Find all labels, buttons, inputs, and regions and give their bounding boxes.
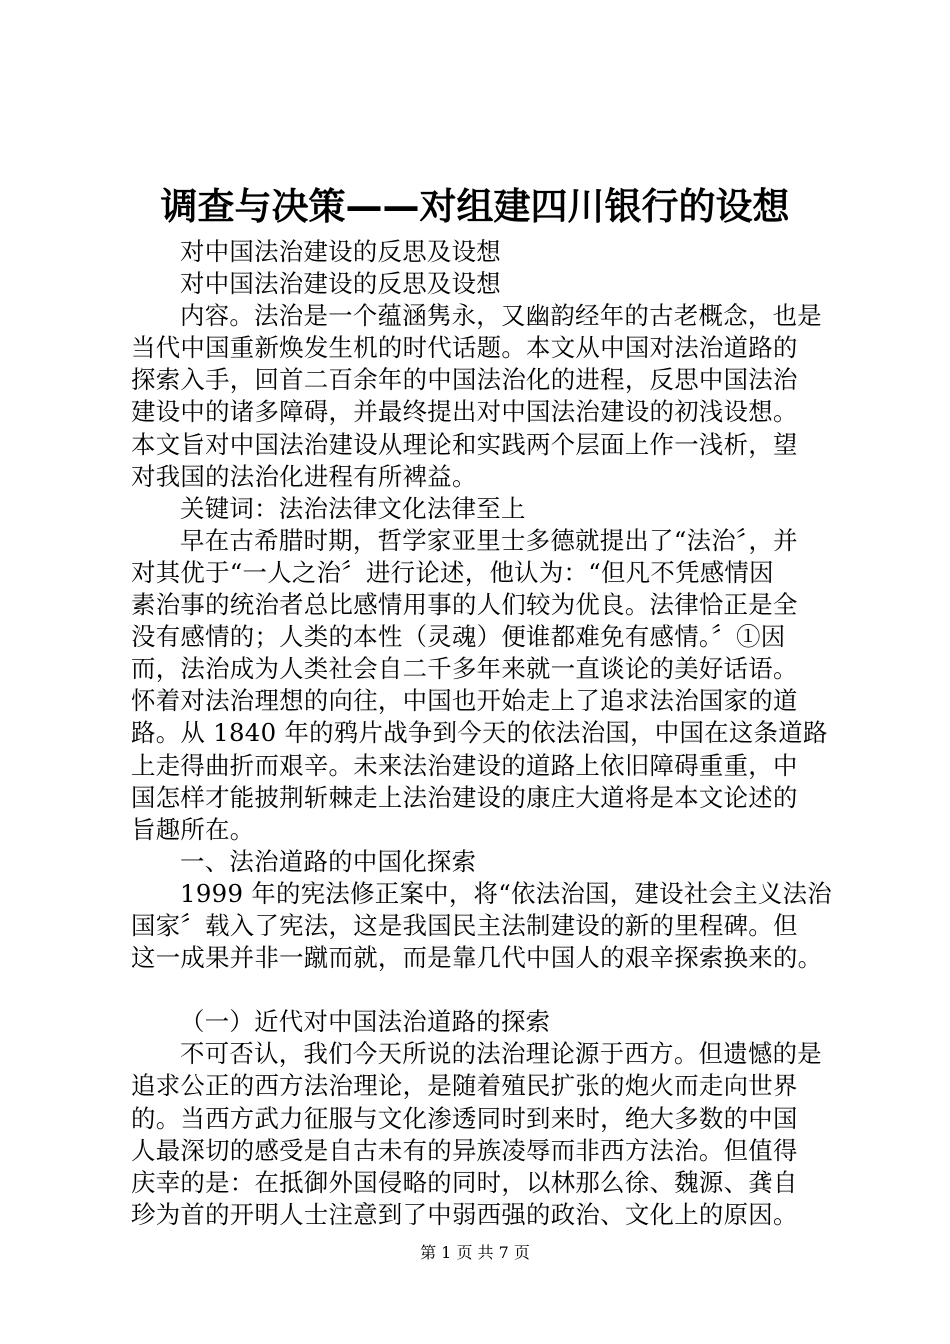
paragraph-line: 国怎样才能披荆斩棘走上法治建设的康庄大道将是本文论述的 [131, 782, 798, 812]
subtitle-line: 对中国法治建设的反思及设想 [180, 269, 501, 299]
paragraph-line: 旨趣所在。 [131, 814, 255, 844]
paragraph-line: 路。从 1840 年的鸦片战争到今天的依法治国，中国在这条道路 [131, 718, 828, 748]
paragraph-line: 素治事的统治者总比感情用事的人们较为优良。法律恰正是全 [131, 590, 798, 620]
paragraph-line: 国家〞载入了宪法，这是我国民主法制建设的新的里程碑。但 [131, 910, 798, 940]
paragraph-line: 探索入手，回首二百余年的中国法治化的进程，反思中国法治 [131, 365, 798, 395]
paragraph-line: 1999 年的宪法修正案中，将“依法治国，建设社会主义法治 [180, 878, 832, 908]
paragraph-line: 本文旨对中国法治建设从理论和实践两个层面上作一浅析，望 [131, 429, 798, 459]
paragraph-line: 这一成果并非一蹴而就，而是靠几代中国人的艰辛探索换来的。 [131, 943, 823, 973]
paragraph-line: 对我国的法治化进程有所裨益。 [131, 461, 477, 491]
paragraph-line: 早在古希腊时期，哲学家亚里士多德就提出了“法治〞，并 [180, 525, 798, 555]
subtitle-line: 对中国法治建设的反思及设想 [180, 237, 501, 266]
paragraph-line: 没有感情的；人类的本性（灵魂）便谁都难免有感情。〞①因 [131, 622, 786, 652]
paragraph-line: 的。当西方武力征服与文化渗透同时到来时，绝大多数的中国 [131, 1103, 798, 1133]
paragraph-line: 上走得曲折而艰辛。未来法治建设的道路上依旧障碍重重，中 [131, 750, 798, 780]
paragraph-line: 对其优于“一人之治〞进行论述，他认为：“但凡不凭感情因 [131, 557, 774, 587]
subsection-heading: （一）近代对中国法治道路的探索 [180, 1007, 551, 1037]
paragraph-line: 而，法治成为人类社会自二千多年来就一直谈论的美好话语。 [131, 654, 798, 684]
section-heading: 一、法治道路的中国化探索 [180, 846, 477, 876]
paragraph-line: 建设中的诸多障碍，并最终提出对中国法治建设的初浅设想。 [131, 397, 798, 427]
keywords-line: 关键词：法治法律文化法律至上 [180, 493, 526, 523]
paragraph-line: 内容。法治是一个蕴涵隽永，又幽韵经年的古老概念，也是 [180, 301, 822, 331]
paragraph-line: 怀着对法治理想的向往，中国也开始走上了追求法治国家的道 [131, 686, 798, 716]
page-number-footer: 第 1 页 共 7 页 [420, 1243, 530, 1262]
paragraph-line: 当代中国重新焕发生机的时代话题。本文从中国对法治道路的 [131, 333, 798, 363]
paragraph-line: 不可否认，我们今天所说的法治理论源于西方。但遗憾的是 [180, 1039, 822, 1069]
paragraph-line: 人最深切的感受是自古未有的异族凌辱而非西方法治。但值得 [131, 1135, 798, 1165]
paragraph-line: 追求公正的西方法治理论，是随着殖民扩张的炮火而走向世界 [131, 1071, 798, 1101]
document-title: 调查与决策——对组建四川银行的设想 [160, 185, 790, 228]
paragraph-line: 庆幸的是：在抵御外国侵略的同时，以林那么徐、魏源、龚自 [131, 1167, 798, 1197]
paragraph-line: 珍为首的开明人士注意到了中弱西强的政治、文化上的原因。 [131, 1199, 798, 1229]
document-body [131, 236, 841, 1231]
paragraph-gap [131, 974, 841, 1006]
